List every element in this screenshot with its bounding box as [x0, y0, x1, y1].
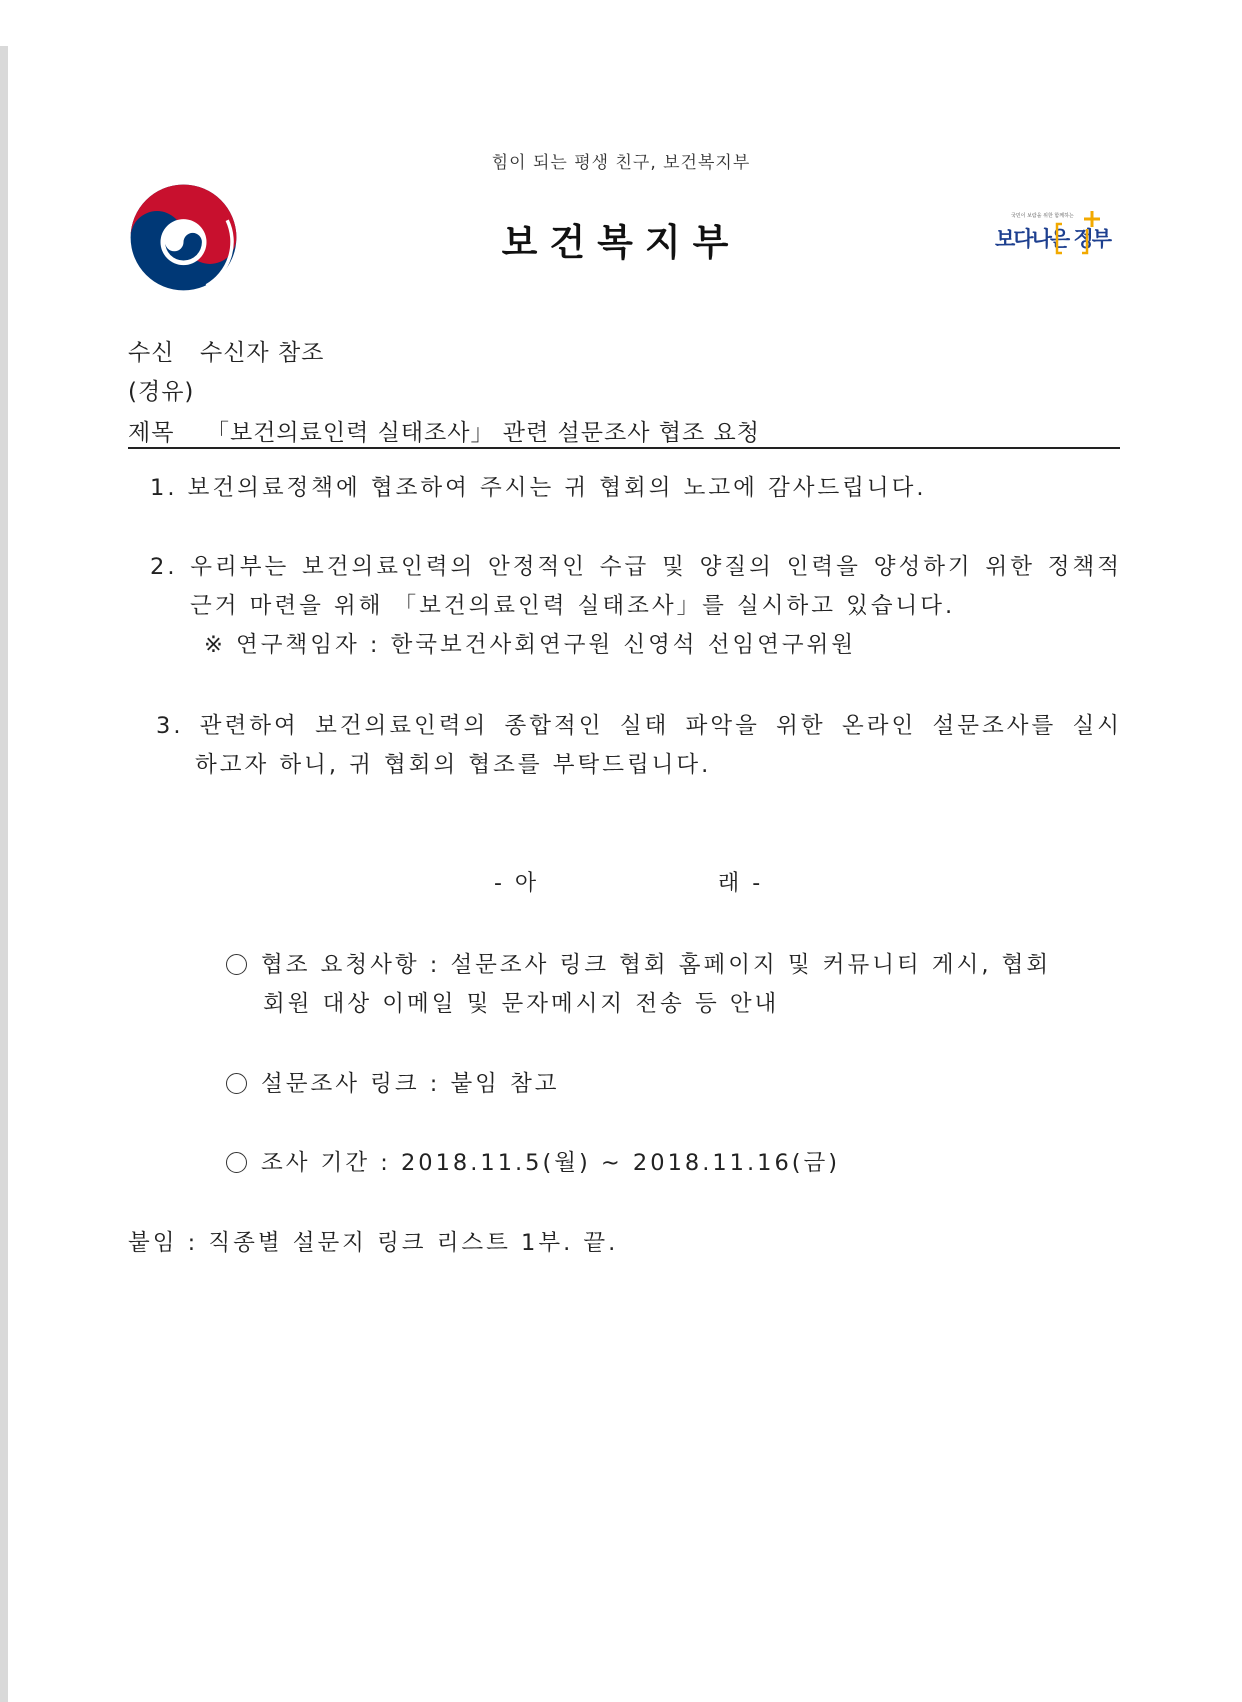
government-slogan-logo [995, 209, 1110, 265]
header-divider [128, 447, 1120, 449]
subject-row [128, 414, 760, 447]
details-heading-right: 래 - [718, 871, 764, 896]
page-top-strip [0, 0, 1242, 46]
paragraph-2-note: ※ 연구책임자 : 한국보건사회연구원 신영석 선임연구위원 [204, 632, 857, 658]
paragraph-2-line-1: 2. 우리부는 보건의료인력의 안정적인 수급 및 양질의 인력을 양성하기 위한 정책적 [150, 554, 1122, 580]
paragraph-2-line-2: 근거 마련을 위해 「보건의료인력 실태조사」를 실시하고 있습니다. [190, 593, 956, 619]
gov-logo-small-text: 국민이 보람을 위한 함께하는 [1011, 213, 1074, 219]
circle-bullet-icon [226, 954, 247, 975]
slogan: 힘이 되는 평생 친구, 보건복지부 [491, 153, 751, 173]
detail-item-3 [226, 1145, 840, 1177]
subject-label: 제목 [128, 420, 175, 446]
via-label: (경유) [128, 379, 195, 405]
detail-item-2 [226, 1066, 560, 1098]
paragraph-3-line-2: 하고자 하니, 귀 협회의 협조를 부탁드립니다. [195, 752, 712, 778]
gov-logo-bracket-icon [995, 209, 1110, 265]
via-row [128, 373, 194, 406]
attachment-line: 붙임 : 직종별 설문지 링크 리스트 1부. 끝. [128, 1230, 619, 1256]
detail-item-2-text: 설문조사 링크 : 붙임 참고 [261, 1071, 560, 1097]
recipient-label: 수신 [128, 340, 175, 366]
detail-item-3-text: 조사 기간 : 2018.11.5(월) ~ 2018.11.16(금) [261, 1150, 841, 1176]
recipient-row [128, 334, 324, 367]
recipient-value: 수신자 참조 [200, 340, 325, 366]
detail-item-1-line-2: 회원 대상 이메일 및 문자메시지 전송 등 안내 [263, 991, 780, 1017]
detail-item-1-line-1: 협조 요청사항 : 설문조사 링크 협회 홈페이지 및 커뮤니티 게시, 협회 [261, 952, 1052, 978]
paragraph-3-line-1: 3. 관련하여 보건의료인력의 종합적인 실태 파악을 위한 온라인 설문조사를 실시 [156, 713, 1122, 739]
paragraph-1: 1. 보건의료정책에 협조하여 주시는 귀 협회의 노고에 감사드립니다. [150, 475, 927, 501]
circle-bullet-icon [226, 1073, 247, 1094]
detail-item-1 [226, 947, 1051, 979]
gov-logo-text: 보다나은 정부 [995, 227, 1111, 251]
subject-value: 「보건의료인력 실태조사」 관련 설문조사 협조 요청 [206, 420, 760, 446]
ministry-title: 보건복지부 [501, 221, 741, 264]
details-heading-left: - 아 [494, 871, 540, 896]
circle-bullet-icon [226, 1152, 247, 1173]
